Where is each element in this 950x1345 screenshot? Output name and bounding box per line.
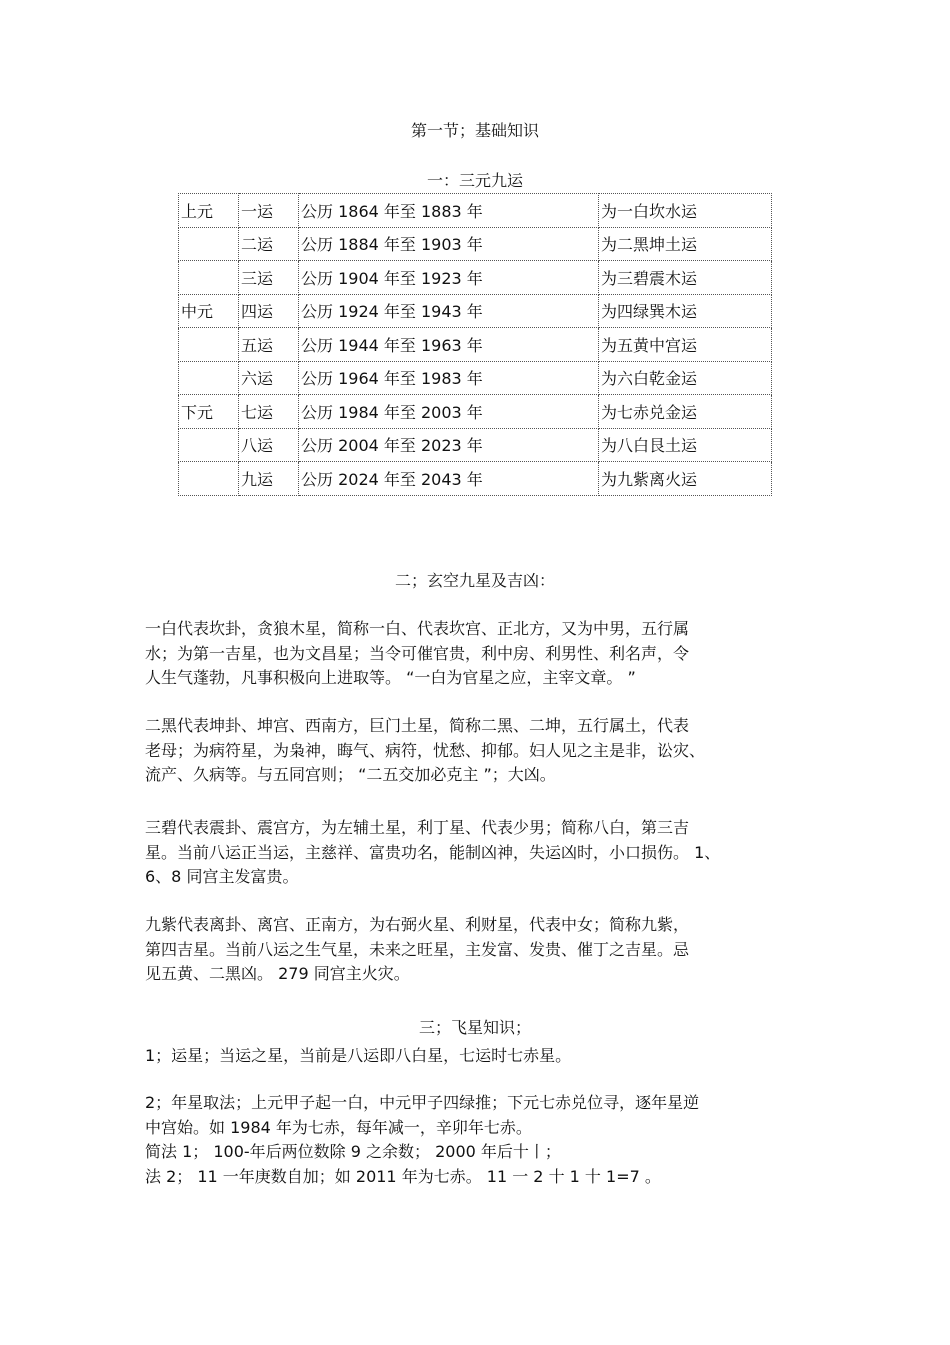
cell-yun: 八运 (239, 428, 299, 462)
cell-yuan (179, 361, 239, 395)
cell-desc: 为六白乾金运 (599, 361, 772, 395)
paragraph-sanbi (145, 816, 765, 890)
table-row (179, 261, 772, 295)
cell-years: 公历 1964 年至 1983 年 (299, 361, 599, 395)
cell-yun: 四运 (239, 294, 299, 328)
section1-heading: 一：三元九运 (426, 171, 523, 190)
text-line: 星。当前八运正当运，主慈祥、富贵功名，能制凶神，失运凶时，小口损伤。 1、 (145, 842, 721, 862)
paragraph-erhei (145, 714, 765, 788)
table-row (179, 395, 772, 429)
text-line: 二黑代表坤卦、坤宫、西南方，巨门土星，简称二黑、二坤，五行属土，代表 (145, 716, 690, 735)
cell-yun: 六运 (239, 361, 299, 395)
cell-desc: 为一白坎水运 (599, 194, 772, 228)
cell-yun: 九运 (239, 462, 299, 496)
cell-years: 公历 1884 年至 1903 年 (299, 227, 599, 261)
table-row (179, 462, 772, 496)
cell-yuan (179, 227, 239, 261)
cell-yuan (179, 428, 239, 462)
cell-years: 公历 1984 年至 2003 年 (299, 395, 599, 429)
cell-yuan: 下元 (179, 395, 239, 429)
cell-desc: 为八白艮土运 (599, 428, 772, 462)
table-row (179, 328, 772, 362)
cell-desc: 为二黑坤土运 (599, 227, 772, 261)
text-line: 九紫代表离卦、离宫、正南方，为右弼火星、利财星，代表中女；简称九紫， (145, 915, 690, 934)
cell-desc: 为七赤兑金运 (599, 395, 772, 429)
cell-years: 公历 2024 年至 2043 年 (299, 462, 599, 496)
cell-yuan (179, 261, 239, 295)
text-line: 水；为第一吉星，也为文昌星；当令可催官贵，利中房、利男性、利名声，令 (145, 643, 690, 663)
text-line: 法 2； 11 一年庚数自加；如 2011 年为七赤。 11 一 2 十 1 十 1=7 。 (145, 1166, 661, 1186)
cell-desc: 为五黄中宫运 (599, 328, 772, 362)
table-row (179, 428, 772, 462)
text-line: 中宫始。如 1984 年为七赤，每年减一，辛卯年七赤。 (145, 1117, 532, 1137)
cell-yun: 三运 (239, 261, 299, 295)
cell-years: 公历 2004 年至 2023 年 (299, 428, 599, 462)
table-row (179, 194, 772, 228)
cell-desc: 为三碧震木运 (599, 261, 772, 295)
cell-years: 公历 1904 年至 1923 年 (299, 261, 599, 295)
three-yuan-nine-yun-table (178, 193, 772, 496)
paragraph-nianxing (145, 1091, 765, 1189)
page-title: 第一节；基础知识 (410, 121, 539, 140)
paragraph-yibai (145, 617, 765, 691)
cell-yun: 五运 (239, 328, 299, 362)
yunxing-line: 1；运星；当运之星，当前是八运即八白星，七运时七赤星。 (145, 1046, 572, 1065)
cell-desc: 为九紫离火运 (599, 462, 772, 496)
text-line: 流产、久病等。与五同宫则； “二五交加必克主 ”；大凶。 (145, 765, 556, 784)
section3-heading: 三；飞星知识； (418, 1018, 531, 1037)
cell-yuan (179, 462, 239, 496)
cell-yuan: 中元 (179, 294, 239, 328)
section2-heading: 二；玄空九星及吉凶： (394, 571, 555, 590)
paragraph-jiuzi (145, 913, 765, 987)
cell-yuan: 上元 (179, 194, 239, 228)
text-line: 2；年星取法；上元甲子起一白，中元甲子四绿推；下元七赤兑位寻，逐年星逆 (145, 1093, 700, 1112)
text-line: 简法 1； 100-年后两位数除 9 之余数； 2000 年后十丨； (145, 1142, 561, 1161)
cell-yuan (179, 328, 239, 362)
text-line: 三碧代表震卦、震宫方，为左辅土星，利丁星、代表少男；简称八白，第三吉 (145, 818, 690, 837)
cell-yun: 七运 (239, 395, 299, 429)
cell-yun: 一运 (239, 194, 299, 228)
text-line: 第四吉星。当前八运之生气星，未来之旺星，主发富、发贵、催丁之吉星。忌 (145, 939, 690, 959)
text-line: 一白代表坎卦，贪狼木星，简称一白、代表坎宫、正北方，又为中男，五行属 (145, 619, 690, 638)
cell-years: 公历 1944 年至 1963 年 (299, 328, 599, 362)
table-row (179, 227, 772, 261)
text-line: 人生气蓬勃，凡事积极向上进取等。 “一白为官星之应，主宰文章。 ” (145, 668, 636, 687)
text-line: 见五黄、二黑凶。 279 同宫主火灾。 (145, 964, 410, 983)
cell-years: 公历 1924 年至 1943 年 (299, 294, 599, 328)
cell-desc: 为四绿巽木运 (599, 294, 772, 328)
cell-years: 公历 1864 年至 1883 年 (299, 194, 599, 228)
text-line: 6、8 同宫主发富贵。 (145, 867, 299, 886)
table-row (179, 294, 772, 328)
cell-yun: 二运 (239, 227, 299, 261)
table-row (179, 361, 772, 395)
text-line: 老母；为病符星，为枭神，晦气、病符，忧愁、抑郁。妇人见之主是非，讼灾、 (145, 740, 706, 760)
